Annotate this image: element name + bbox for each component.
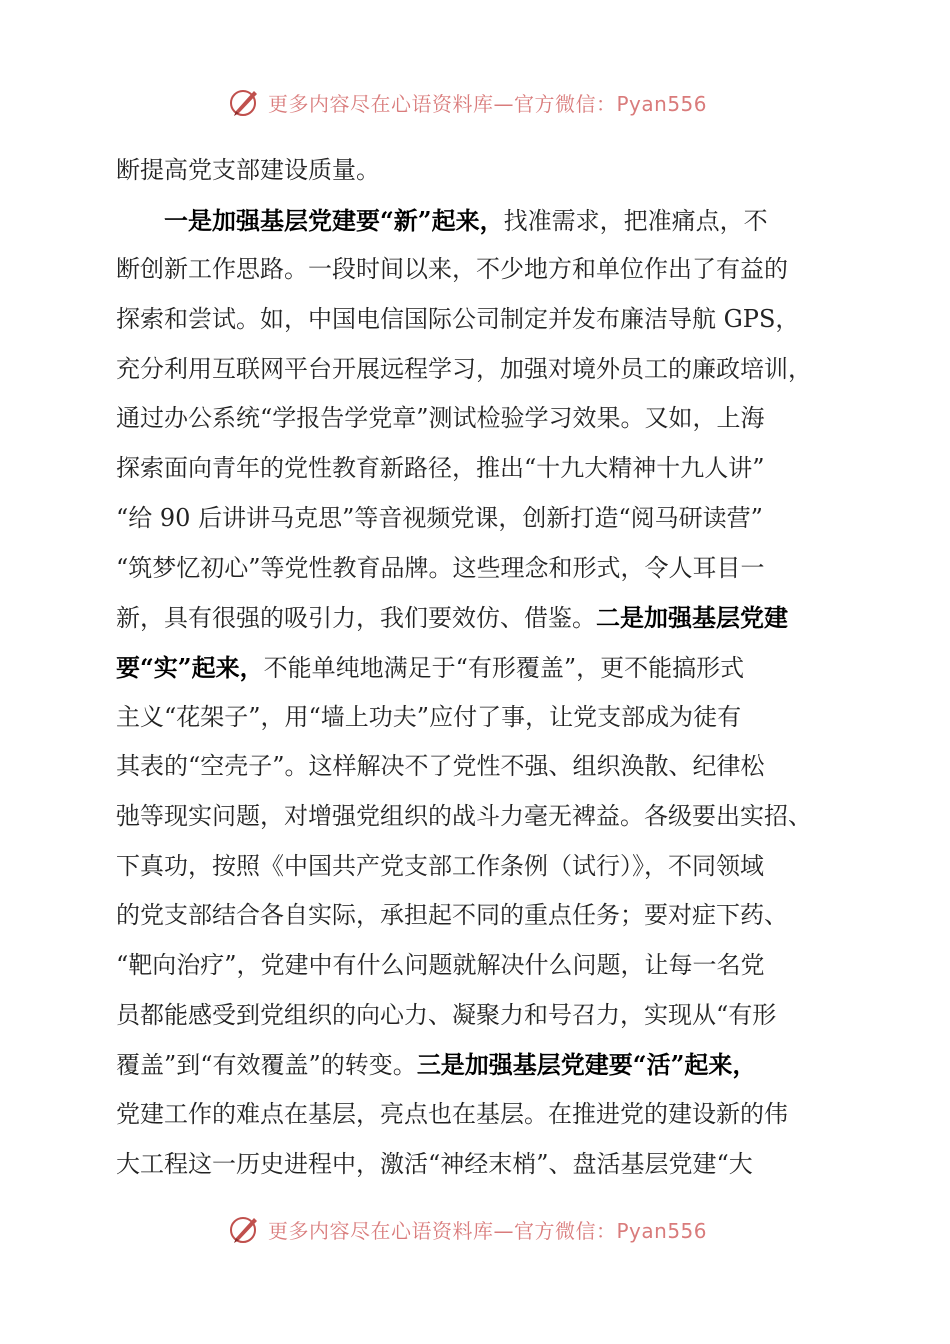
text-segment: 大工程这一历史进程中，激活“神经末梢”、盘活基层党建“大 xyxy=(116,1149,753,1178)
text-segment: “靶向治疗”，党建中有什么问题就解决什么问题，让每一名党 xyxy=(116,951,765,979)
text-line xyxy=(116,345,836,395)
text-line xyxy=(116,1040,836,1090)
pen-logo-icon xyxy=(228,85,262,119)
text-segment: 其表的“空壳子”。这样解决不了党性不强、组织涣散、纪律松 xyxy=(116,752,765,781)
bold-text-segment: 二是加强基层党建 xyxy=(596,603,788,633)
text-line xyxy=(116,245,836,295)
text-segment: 弛等现实问题，对增强党组织的战斗力毫无裨益。各级要出实招、 xyxy=(116,801,812,830)
text-line xyxy=(116,742,836,792)
text-segment: 断提高党支部建设质量。 xyxy=(116,156,380,184)
text-line xyxy=(116,146,836,196)
footer-watermark-banner xyxy=(228,1212,748,1246)
text-line xyxy=(116,842,836,892)
text-line xyxy=(116,693,836,743)
text-segment: 下真功，按照《中国共产党支部工作条例（试行）》，不同领域 xyxy=(116,851,764,880)
bold-text-segment: 三是加强基层党建要“活”起来， xyxy=(416,1050,757,1080)
header-watermark-text: 更多内容尽在心语资料库—官方微信：Pyan556 xyxy=(268,91,708,116)
text-segment: 新，具有很强的吸引力，我们要效仿、借鉴。 xyxy=(116,604,596,633)
text-line xyxy=(116,1090,836,1140)
text-line xyxy=(116,891,836,941)
pen-logo-icon xyxy=(228,1212,262,1246)
text-line xyxy=(116,643,836,693)
text-segment xyxy=(116,207,164,235)
text-line xyxy=(116,991,836,1041)
text-line xyxy=(116,1140,836,1190)
text-segment: 探索和尝试。如，中国电信国际公司制定并发布廉洁导航 GPS， xyxy=(116,305,800,334)
document-body xyxy=(116,146,836,1189)
bold-text-segment: 一是加强基层党建要“新”起来， xyxy=(164,205,504,235)
text-segment: “给 90 后讲讲马克思”等音视频党课，创新打造“阅马研读营” xyxy=(116,503,763,532)
text-segment: 充分利用互联网平台开展远程学习，加强对境外员工的廉政培训， xyxy=(116,354,812,383)
text-segment: 覆盖”到“有效覆盖”的转变。 xyxy=(116,1051,417,1080)
text-segment: 主义“花架子”，用“墙上功夫”应付了事，让党支部成为徒有 xyxy=(116,702,742,731)
text-line xyxy=(116,494,836,544)
footer-watermark-text: 更多内容尽在心语资料库—官方微信：Pyan556 xyxy=(268,1218,708,1243)
text-segment: 员都能感受到党组织的向心力、凝聚力和号召力，实现从“有形 xyxy=(116,1000,777,1029)
text-line xyxy=(116,792,836,842)
bold-text-segment: 要“实”起来， xyxy=(116,652,264,682)
text-line xyxy=(116,444,836,494)
header-watermark-banner xyxy=(228,85,748,119)
text-segment: 党建工作的难点在基层，亮点也在基层。在推进党的建设新的伟 xyxy=(116,1100,788,1129)
text-line xyxy=(116,196,836,246)
text-segment: 断创新工作思路。一段时间以来，不少地方和单位作出了有益的 xyxy=(116,255,788,284)
text-line xyxy=(116,593,836,643)
text-segment: 探索面向青年的党性教育新路径，推出“十九大精神十九人讲” xyxy=(116,454,765,483)
text-line xyxy=(116,941,836,991)
text-segment: 通过办公系统“学报告学党章”测试检验学习效果。又如，上海 xyxy=(116,404,765,433)
text-segment: “筑梦忆初心”等党性教育品牌。这些理念和形式，令人耳目一 xyxy=(116,553,765,582)
text-line xyxy=(116,394,836,444)
text-segment: 不能单纯地满足于“有形覆盖”，更不能搞形式 xyxy=(263,653,745,682)
text-line xyxy=(116,295,836,345)
text-segment: 的党支部结合各自实际，承担起不同的重点任务；要对症下药、 xyxy=(116,901,788,930)
text-segment: 找准需求，把准痛点，不 xyxy=(503,206,768,235)
text-line xyxy=(116,544,836,594)
